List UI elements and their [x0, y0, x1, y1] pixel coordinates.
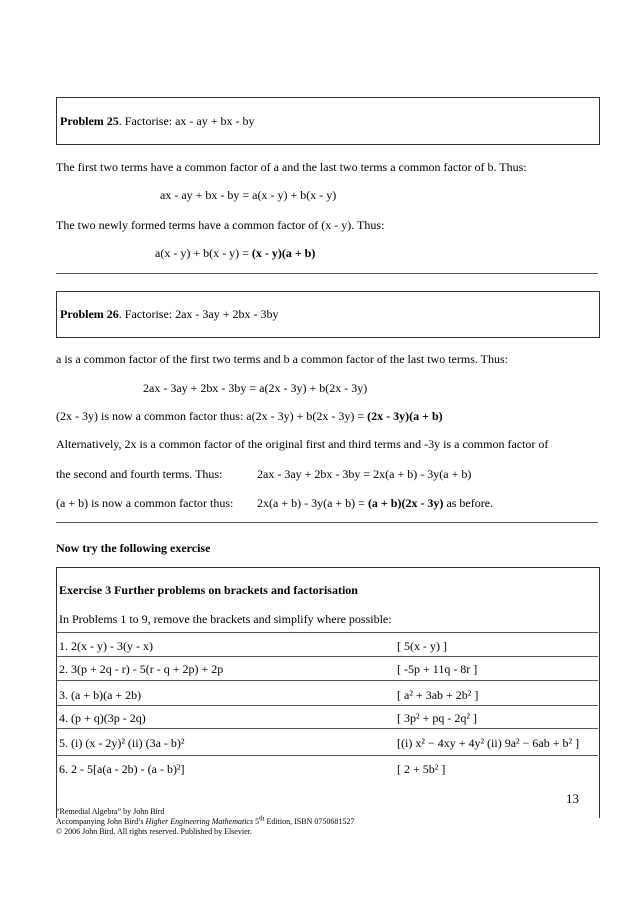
footer-line2-start: Accompanying John Bird’s: [56, 817, 146, 826]
exercise-a4: [ 3p² + pq - 2q² ]: [397, 711, 477, 725]
p26-line1: a is a common factor of the first two terms and b a common factor of the last two terms. Thus:: [56, 352, 508, 366]
page-number: 13: [566, 791, 579, 806]
p26-line2-start: (2x - 3y) is now a common factor thus: a(2x - 3y) + b(2x - 3y) =: [56, 409, 368, 423]
p26-line5-text: (a + b) is now a common factor thus:: [56, 496, 234, 510]
footer-edition-suffix: th: [259, 814, 265, 823]
problem-26-heading: [60, 307, 279, 322]
divider: [56, 273, 598, 274]
row-divider: [57, 656, 598, 657]
problem-26-label: Problem 26: [60, 307, 119, 321]
p26-line3: Alternatively, 2x is a common factor of the original first and third terms and -3y is a common factor of: [56, 437, 549, 451]
exercise-q4: 4. (p + q)(3p - 2q): [59, 711, 146, 725]
exercise-q1: 1. 2(x - y) - 3(y - x): [59, 639, 153, 653]
p26-line5-result: (a + b)(2x - 3y): [367, 496, 444, 510]
exercise-q2: 2. 3(p + 2q - r) - 5(r - q + 2p) + 2p: [59, 662, 224, 676]
row-divider: [57, 705, 598, 706]
p25-equation2-start: a(x - y) + b(x - y) =: [155, 246, 252, 260]
divider: [56, 522, 598, 523]
problem-25-heading: [60, 114, 255, 129]
p26-line5-eq: 2x(a + b) - 3y(a + b) =: [257, 496, 368, 510]
p26-line2-result: (2x - 3y)(a + b): [367, 409, 443, 423]
footer-line3: © 2006 John Bird. All rights reserved. Published by Elsevier.: [56, 827, 252, 836]
exercise-a5: [(i) x² − 4xy + 4y² (ii) 9a² − 6ab + b² ]: [397, 736, 580, 750]
exercise-a2: [ -5p + 11q - 8r ]: [397, 662, 478, 676]
exercise-a1: [ 5(x - y) ]: [397, 639, 447, 653]
p25-line2: The two newly formed terms have a common factor of (x - y). Thus:: [56, 218, 385, 232]
p26-line4-text: the second and fourth terms. Thus:: [56, 467, 223, 481]
row-divider: [57, 632, 598, 633]
p25-equation1: ax - ay + bx - by = a(x - y) + b(x - y): [160, 188, 337, 202]
p25-equation2-result: (x - y)(a + b): [251, 246, 316, 260]
p26-line4-equation: 2ax - 3ay + 2bx - 3by = 2x(a + b) - 3y(a + b): [257, 467, 472, 481]
footer-line2-end: Edition, ISBN 0750681527: [264, 817, 355, 826]
p26-line5-equation: [257, 496, 493, 511]
p25-equation2: [155, 246, 315, 261]
exercise-q6: 6. 2 - 5[a(a - 2b) - (a - b)²]: [59, 762, 185, 776]
exercise-a3: [ a² + 3ab + 2b² ]: [397, 688, 479, 702]
footer-edition: 5: [253, 817, 260, 826]
exercise-title: Exercise 3 Further problems on brackets and factorisation: [59, 583, 358, 597]
problem-25-statement: . Factorise: ax - ay + bx - by: [118, 114, 255, 128]
exercise-q5: 5. (i) (x - 2y)² (ii) (3a - b)²: [59, 736, 185, 750]
problem-26-statement: . Factorise: 2ax - 3ay + 2bx - 3by: [118, 307, 279, 321]
row-divider: [57, 755, 598, 756]
exercise-q3: 3. (a + b)(a + 2b): [59, 688, 142, 702]
footer-line1: “Remedial Algebra” by John Bird: [56, 807, 165, 816]
row-divider: [57, 728, 598, 729]
row-divider: [57, 680, 598, 681]
problem-25-label: Problem 25: [60, 114, 119, 128]
now-try-heading: Now try the following exercise: [56, 541, 211, 555]
p25-line1: The first two terms have a common factor of a and the last two terms a common factor of b. Thus:: [56, 160, 527, 174]
exercise-a6: [ 2 + 5b² ]: [397, 762, 446, 776]
footer-line2: [56, 814, 355, 826]
p26-line2: [56, 409, 443, 424]
footer-book-title: Higher Engineering Mathematics: [145, 817, 254, 826]
p26-equation1: 2ax - 3ay + 2bx - 3by = a(2x - 3y) + b(2x - 3y): [143, 381, 368, 395]
p26-line5-end: as before.: [443, 496, 494, 510]
exercise-intro: In Problems 1 to 9, remove the brackets and simplify where possible:: [59, 612, 392, 626]
